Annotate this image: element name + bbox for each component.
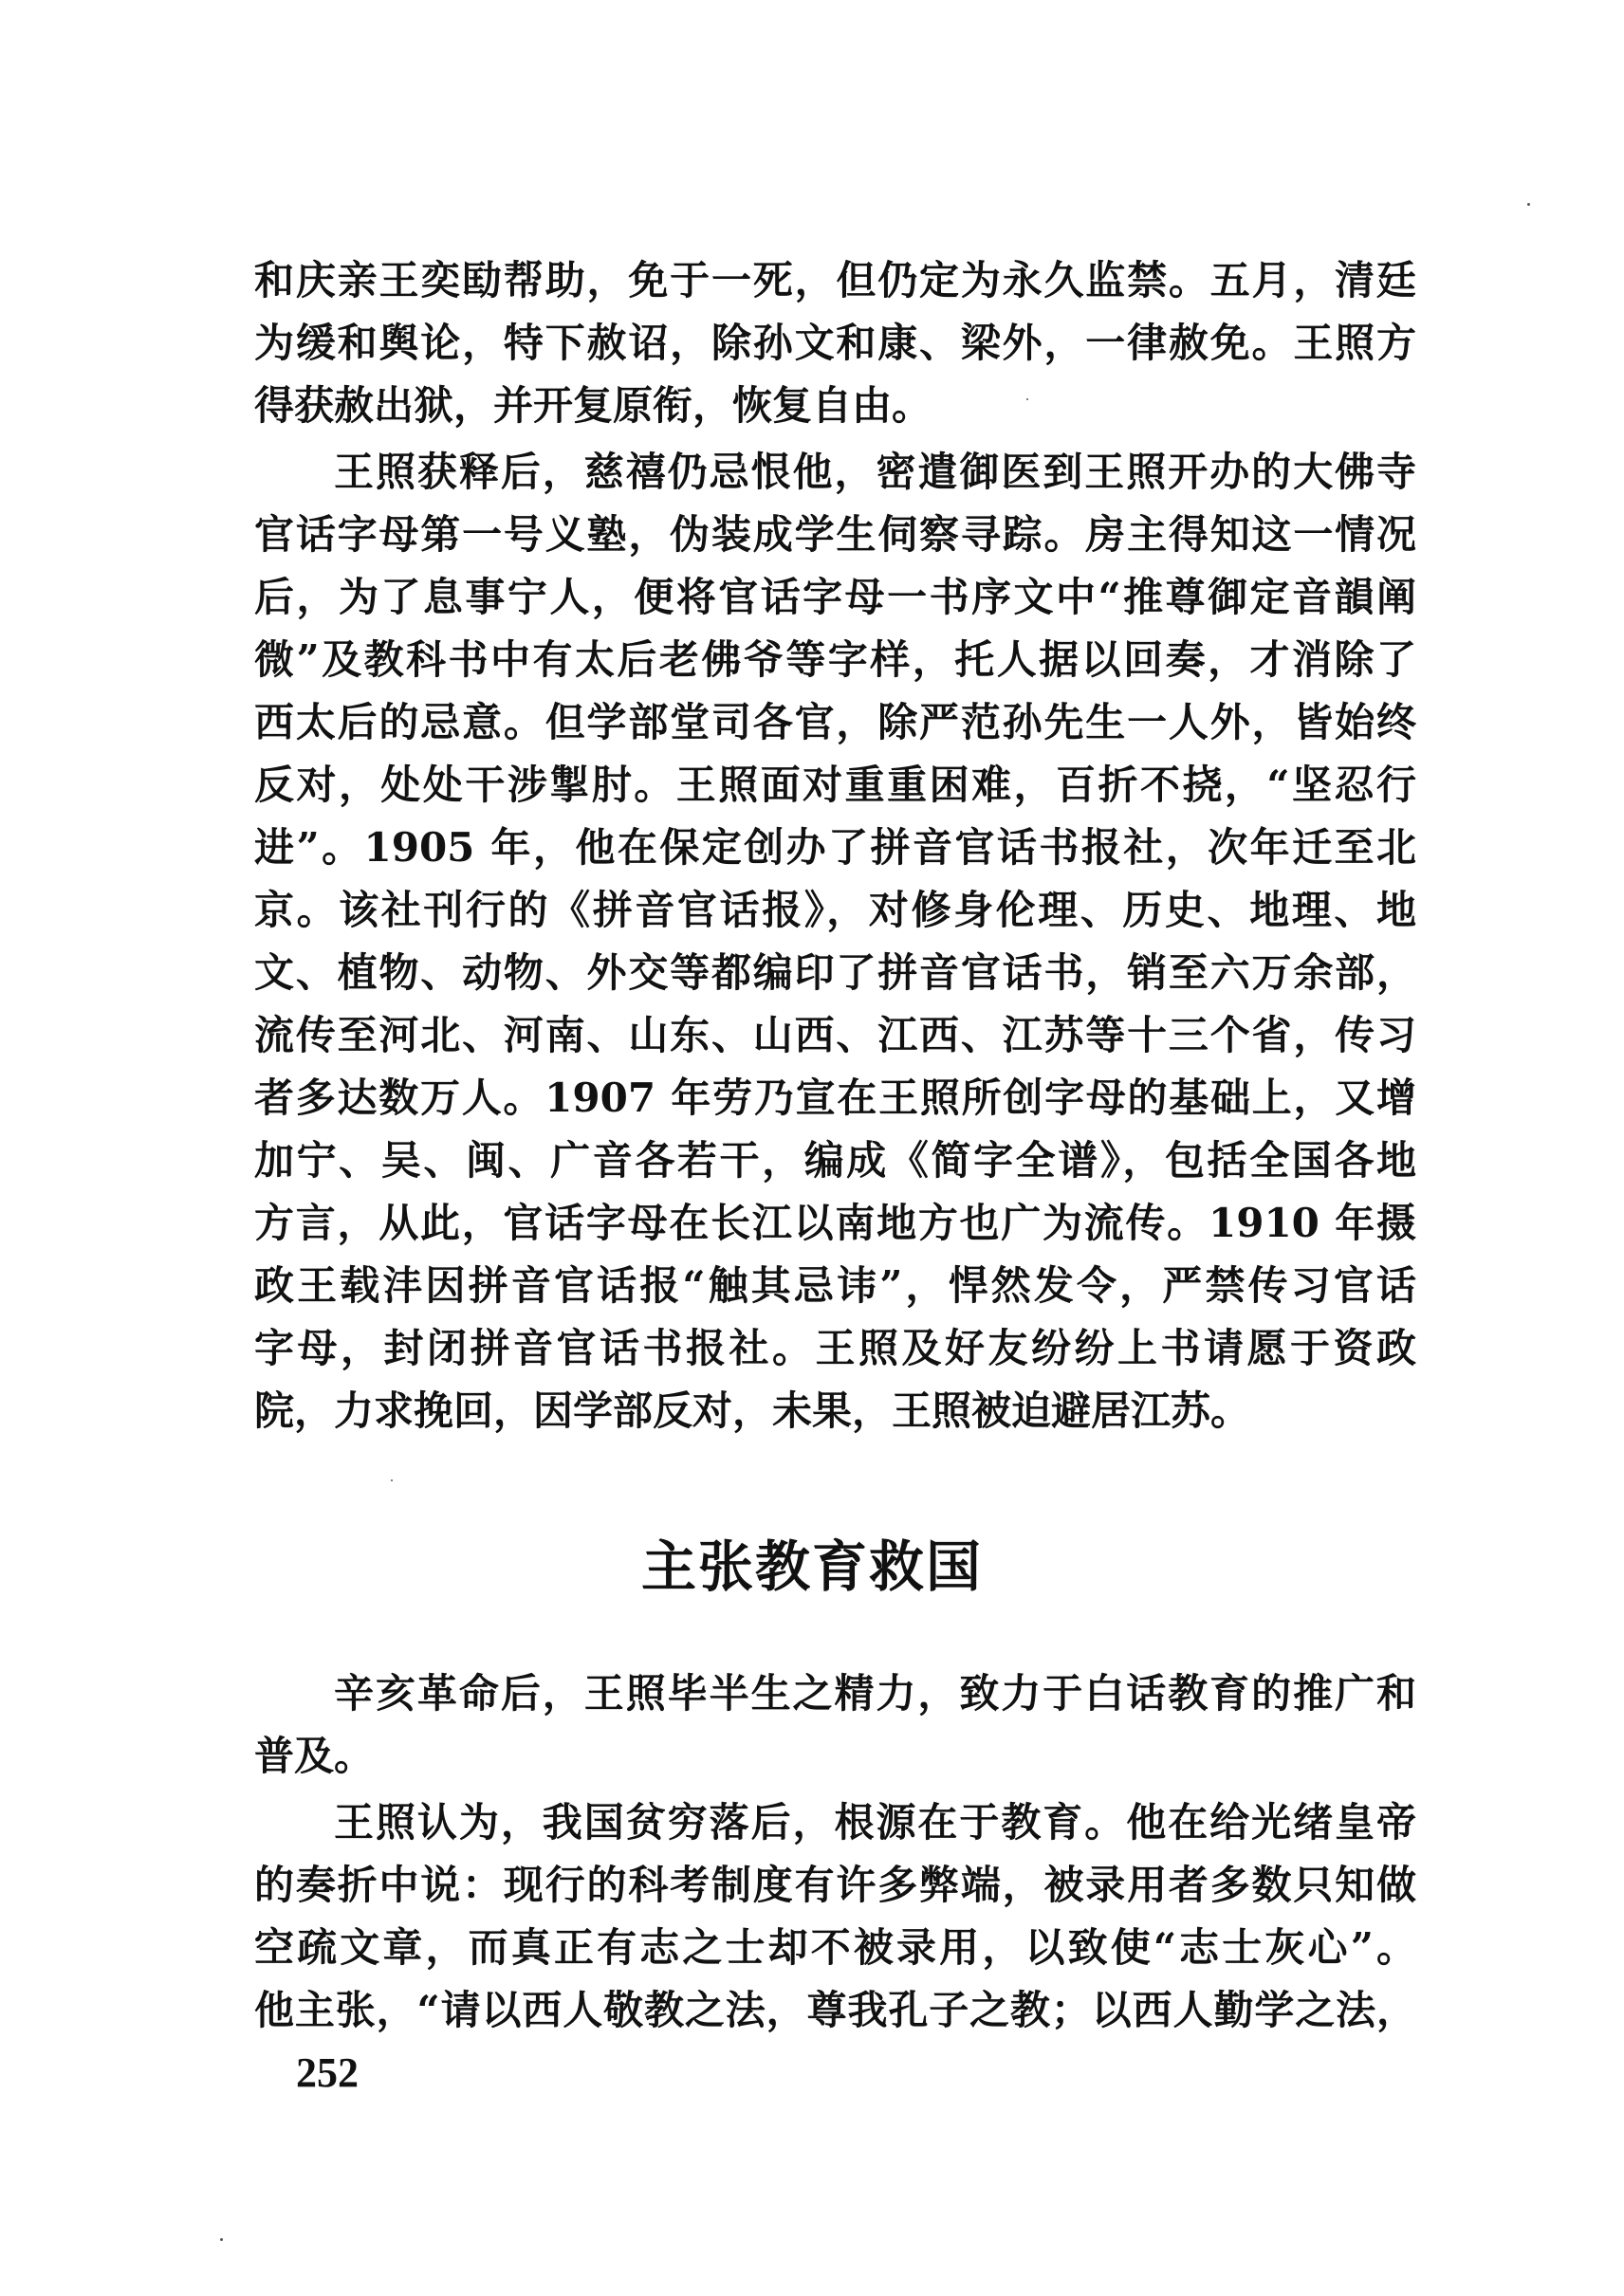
paragraph-line: 文、植物、动物、外交等都编印了拼音官话书，销至六万余部， [254, 949, 1416, 996]
scan-speck [1527, 203, 1530, 206]
paragraph-line: 者多达数万人。1907 年劳乃宣在王照所创字母的基础上，又增 [254, 1075, 1416, 1121]
paragraph-line: 空疏文章，而真正有志之士却不被录用，以致使“志士灰心”。 [254, 1924, 1416, 1971]
paragraph-line: 普及。 [254, 1733, 375, 1779]
page-number: 252 [296, 2049, 359, 2096]
paragraph-line: 字母，封闭拼音官话书报社。王照及好友纷纷上书请愿于资政 [254, 1325, 1416, 1371]
paragraph-line: 流传至河北、河南、山东、山西、江西、江苏等十三个省，传习 [254, 1012, 1416, 1058]
paragraph-line: 王照获释后，慈禧仍忌恨他，密遣御医到王照开办的大佛寺 [334, 449, 1416, 495]
paragraph-line: 方言，从此，官话字母在长江以南地方也广为流传。1910 年摄 [254, 1200, 1416, 1246]
paragraph-line: 微”及教科书中有太后老佛爷等字样，托人据以回奏，才消除了 [254, 636, 1416, 683]
paragraph-line: 的奏折中说：现行的科考制度有许多弊端，被录用者多数只知做 [254, 1862, 1416, 1908]
paragraph-line: 辛亥革命后，王照毕半生之精力，致力于白话教育的推广和 [334, 1670, 1416, 1717]
paragraph-line: 院，力求挽回，因学部反对，未果，王照被迫避居江苏。 [254, 1387, 1251, 1434]
paragraph-line: 进”。1905 年，他在保定创办了拼音官话书报社，次年迁至北 [254, 824, 1416, 871]
paragraph-line: 和庆亲王奕劻帮助，免于一死，但仍定为永久监禁。五月，清廷 [254, 257, 1416, 303]
paragraph-line: 西太后的忌意。但学部堂司各官，除严范孙先生一人外，皆始终 [254, 699, 1416, 745]
paragraph-line: 反对，处处干涉掣肘。王照面对重重困难，百折不挠，“坚忍行 [254, 762, 1416, 808]
paragraph-line: 加宁、吴、闽、广音各若干，编成《简字全谱》，包括全国各地 [254, 1137, 1416, 1184]
paragraph-line: 京。该社刊行的《拼音官话报》，对修身伦理、历史、地理、地 [254, 887, 1416, 933]
paragraph-line: 政王载沣因拼音官话报“触其忌讳”，悍然发令，严禁传习官话 [254, 1262, 1416, 1309]
paragraph-line: 得获赦出狱，并开复原衔，恢复自由。 [254, 382, 932, 429]
paragraph-line: 官话字母第一号义塾，伪装成学生伺察寻踪。房主得知这一情况 [254, 511, 1416, 558]
scan-speck [1026, 398, 1028, 400]
scan-speck [220, 2238, 223, 2241]
paragraph-line: 为缓和舆论，特下赦诏，除孙文和康、梁外，一律赦免。王照方 [254, 320, 1416, 366]
scan-speck [391, 1479, 393, 1481]
section-heading: 主张教育救国 [640, 1534, 983, 1599]
paragraph-line: 他主张，“请以西人敬教之法，尊我孔子之教；以西人勤学之法， [254, 1987, 1416, 2033]
paragraph-line: 后，为了息事宁人，便将官话字母一书序文中“推尊御定音韻阐 [254, 574, 1416, 620]
paragraph-line: 王照认为，我国贫穷落后，根源在于教育。他在给光绪皇帝 [334, 1799, 1416, 1846]
